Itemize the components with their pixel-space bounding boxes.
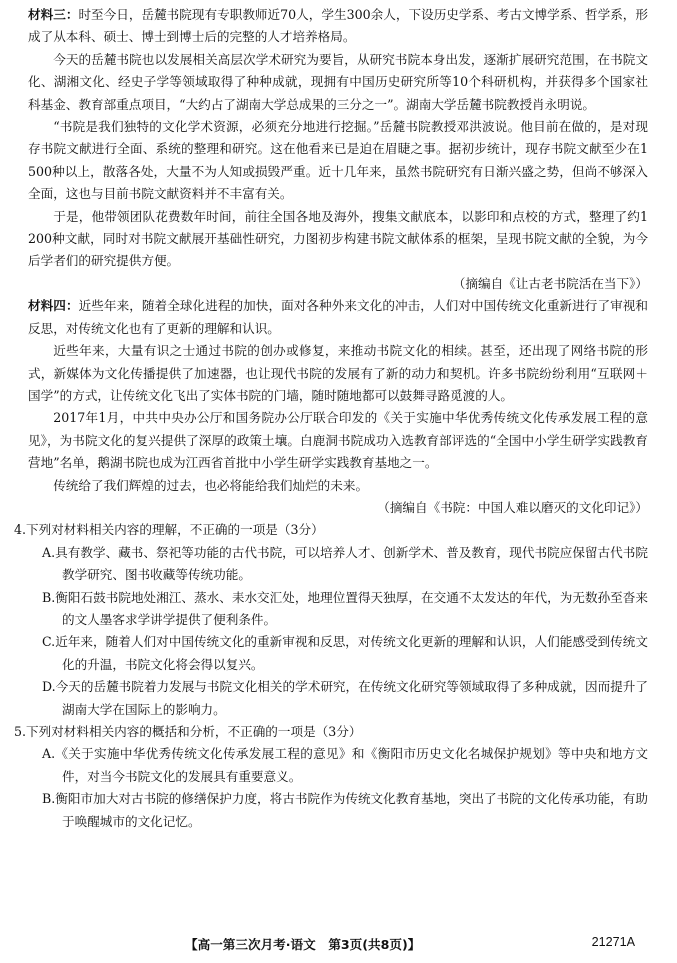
material4-paragraph-2: 近些年来，大量有识之士通过书院的创办或修复，来推动书院文化的相续。甚至，还出现了网络书院的形式，新媒体为文化传播提供了加速器，也让现代书院的发展有了新的动力和契机。许多书院纷纷利用“互联网＋国学”的方式，让传统文化飞出了实体书院的门墙，随时随地都可以鼓舞寻路觅渡的人。 xyxy=(28,343,648,403)
material4-paragraph-3: 2017年1月，中共中央办公厅和国务院办公厅联合印发的《关于实施中华优秀传统文化传承发展工程的意见》，为书院文化的复兴提供了深厚的政策土壤。白鹿洞书院成功入选教育部评选的“全国中小学生研学实践教育营地”名单，鹅湖书院也成为江西省首批中小学生研学实践教育基地之一。 xyxy=(28,410,648,471)
page-footer xyxy=(0,931,677,955)
material4-text-1: 近些年来，随着全球化进程的加快，面对各种外来文化的冲击，人们对中国传统文化重新进行了审视和反思，对传统文化也有了更新的理解和认识。 xyxy=(28,298,649,336)
material4-source: （摘编自《书院：中国人难以磨灭的文化印记》） xyxy=(377,499,648,515)
question-5-option-b: B.衡阳市加大对古书院的修缮保护力度，将古书院作为传统文化教育基地，突出了书院的文化传承功能，有助于唤醒城市的文化记忆。 xyxy=(42,791,648,829)
material3-label: 材料三： xyxy=(28,7,79,22)
question-4-option-a: A.具有教学、藏书、祭祀等功能的古代书院，可以培养人才、创新学术、普及教育，现代书院应保留古代书院教学研究、图书收藏等传统功能。 xyxy=(42,544,648,583)
question-5-option-a: A.《关于实施中华优秀传统文化传承发展工程的意见》和《衡阳市历史文化名城保护规划》等中央和地方文件，对当今书院文化的发展具有重要意义。 xyxy=(42,746,648,784)
question-4-stem: 4.下列对材料相关内容的理解，不正确的一项是（3分） xyxy=(14,522,324,538)
material3-paragraph-2: 今天的岳麓书院也以发展相关高层次学术研究为要旨，从研究书院本身出发，逐渐扩展研究范围，在书院文化、湖湘文化、经史子学等领域取得了种种成就，现拥有中国历史研究所等10个科研机构，并获得多个国家社科基金、教育部重点项目，“大约占了湖南大学总成果的三分之一”。湖南大学岳麓书院教授肖永明说。 xyxy=(28,51,648,112)
exam-page xyxy=(14,4,649,833)
material3-text-1: 时至今日，岳麓书院现有专职教师近70人，学生300余人，下设历史学系、考古文博学系、哲学系，形成了从本科、硕士、博士到博士后的完整的人才培养格局。 xyxy=(28,7,648,45)
question-5-stem: 5.下列对材料相关内容的概括和分析，不正确的一项是（3分） xyxy=(14,724,362,739)
question-4-option-b: B.衡阳石鼓书院地处湘江、蒸水、耒水交汇处，地理位置得天独厚，在交通不太发达的年代，为无数孙至沓来的文人墨客求学讲学提供了便利条件。 xyxy=(42,589,648,627)
material3-paragraph-3: “书院是我们独特的文化学术资源，必须充分地进行挖掘。”岳麓书院教授邓洪波说。他目前在做的，是对现存书院文献进行全面、系统的整理和研究。这在他看来已是迫在眉睫之事。据初步统计，现存书院文献至少在1 500种以上，散落各处，大量不为人知或损毁严重。近十几年来，虽然书院研究有日渐兴盛之势，但尚不够深入全面，这也与目前书院文献资料并不丰富有关。 xyxy=(28,119,648,202)
footer-exam-code: 21271A xyxy=(591,935,635,949)
material4-paragraph-1 xyxy=(28,295,648,340)
material3-paragraph-4: 于是，他带领团队花费数年时间，前往全国各地及海外，搜集文献底本，以影印和点校的方式，整理了约1 200种文献，同时对书院文献展开基础性研究，力图初步构建书院文献体系的框架，呈现书院文献的全貌，为今后学者们的研究提供方便。 xyxy=(28,208,648,269)
material3-source: （摘编自《让古老书院活在当下》） xyxy=(452,275,648,291)
material3-paragraph-1 xyxy=(28,4,648,49)
question-4-option-c: C.近年来，随着人们对中国传统文化的重新审视和反思，对传统文化更新的理解和认识，人们能感受到传统文化的升温，书院文化将会得以复兴。 xyxy=(42,634,648,672)
material4-paragraph-4: 传统给了我们辉煌的过去，也必将能给我们灿烂的未来。 xyxy=(53,477,369,493)
material4-label: 材料四： xyxy=(28,298,79,314)
question-4-option-d: D.今天的岳麓书院着力发展与书院文化相关的学术研究，在传统文化研究等领域取得了多种成就，因而提升了湖南大学在国际上的影响力。 xyxy=(42,679,648,717)
footer-page-info: 【高一第三次月考·语文 第3页(共8页)】 xyxy=(185,937,421,952)
